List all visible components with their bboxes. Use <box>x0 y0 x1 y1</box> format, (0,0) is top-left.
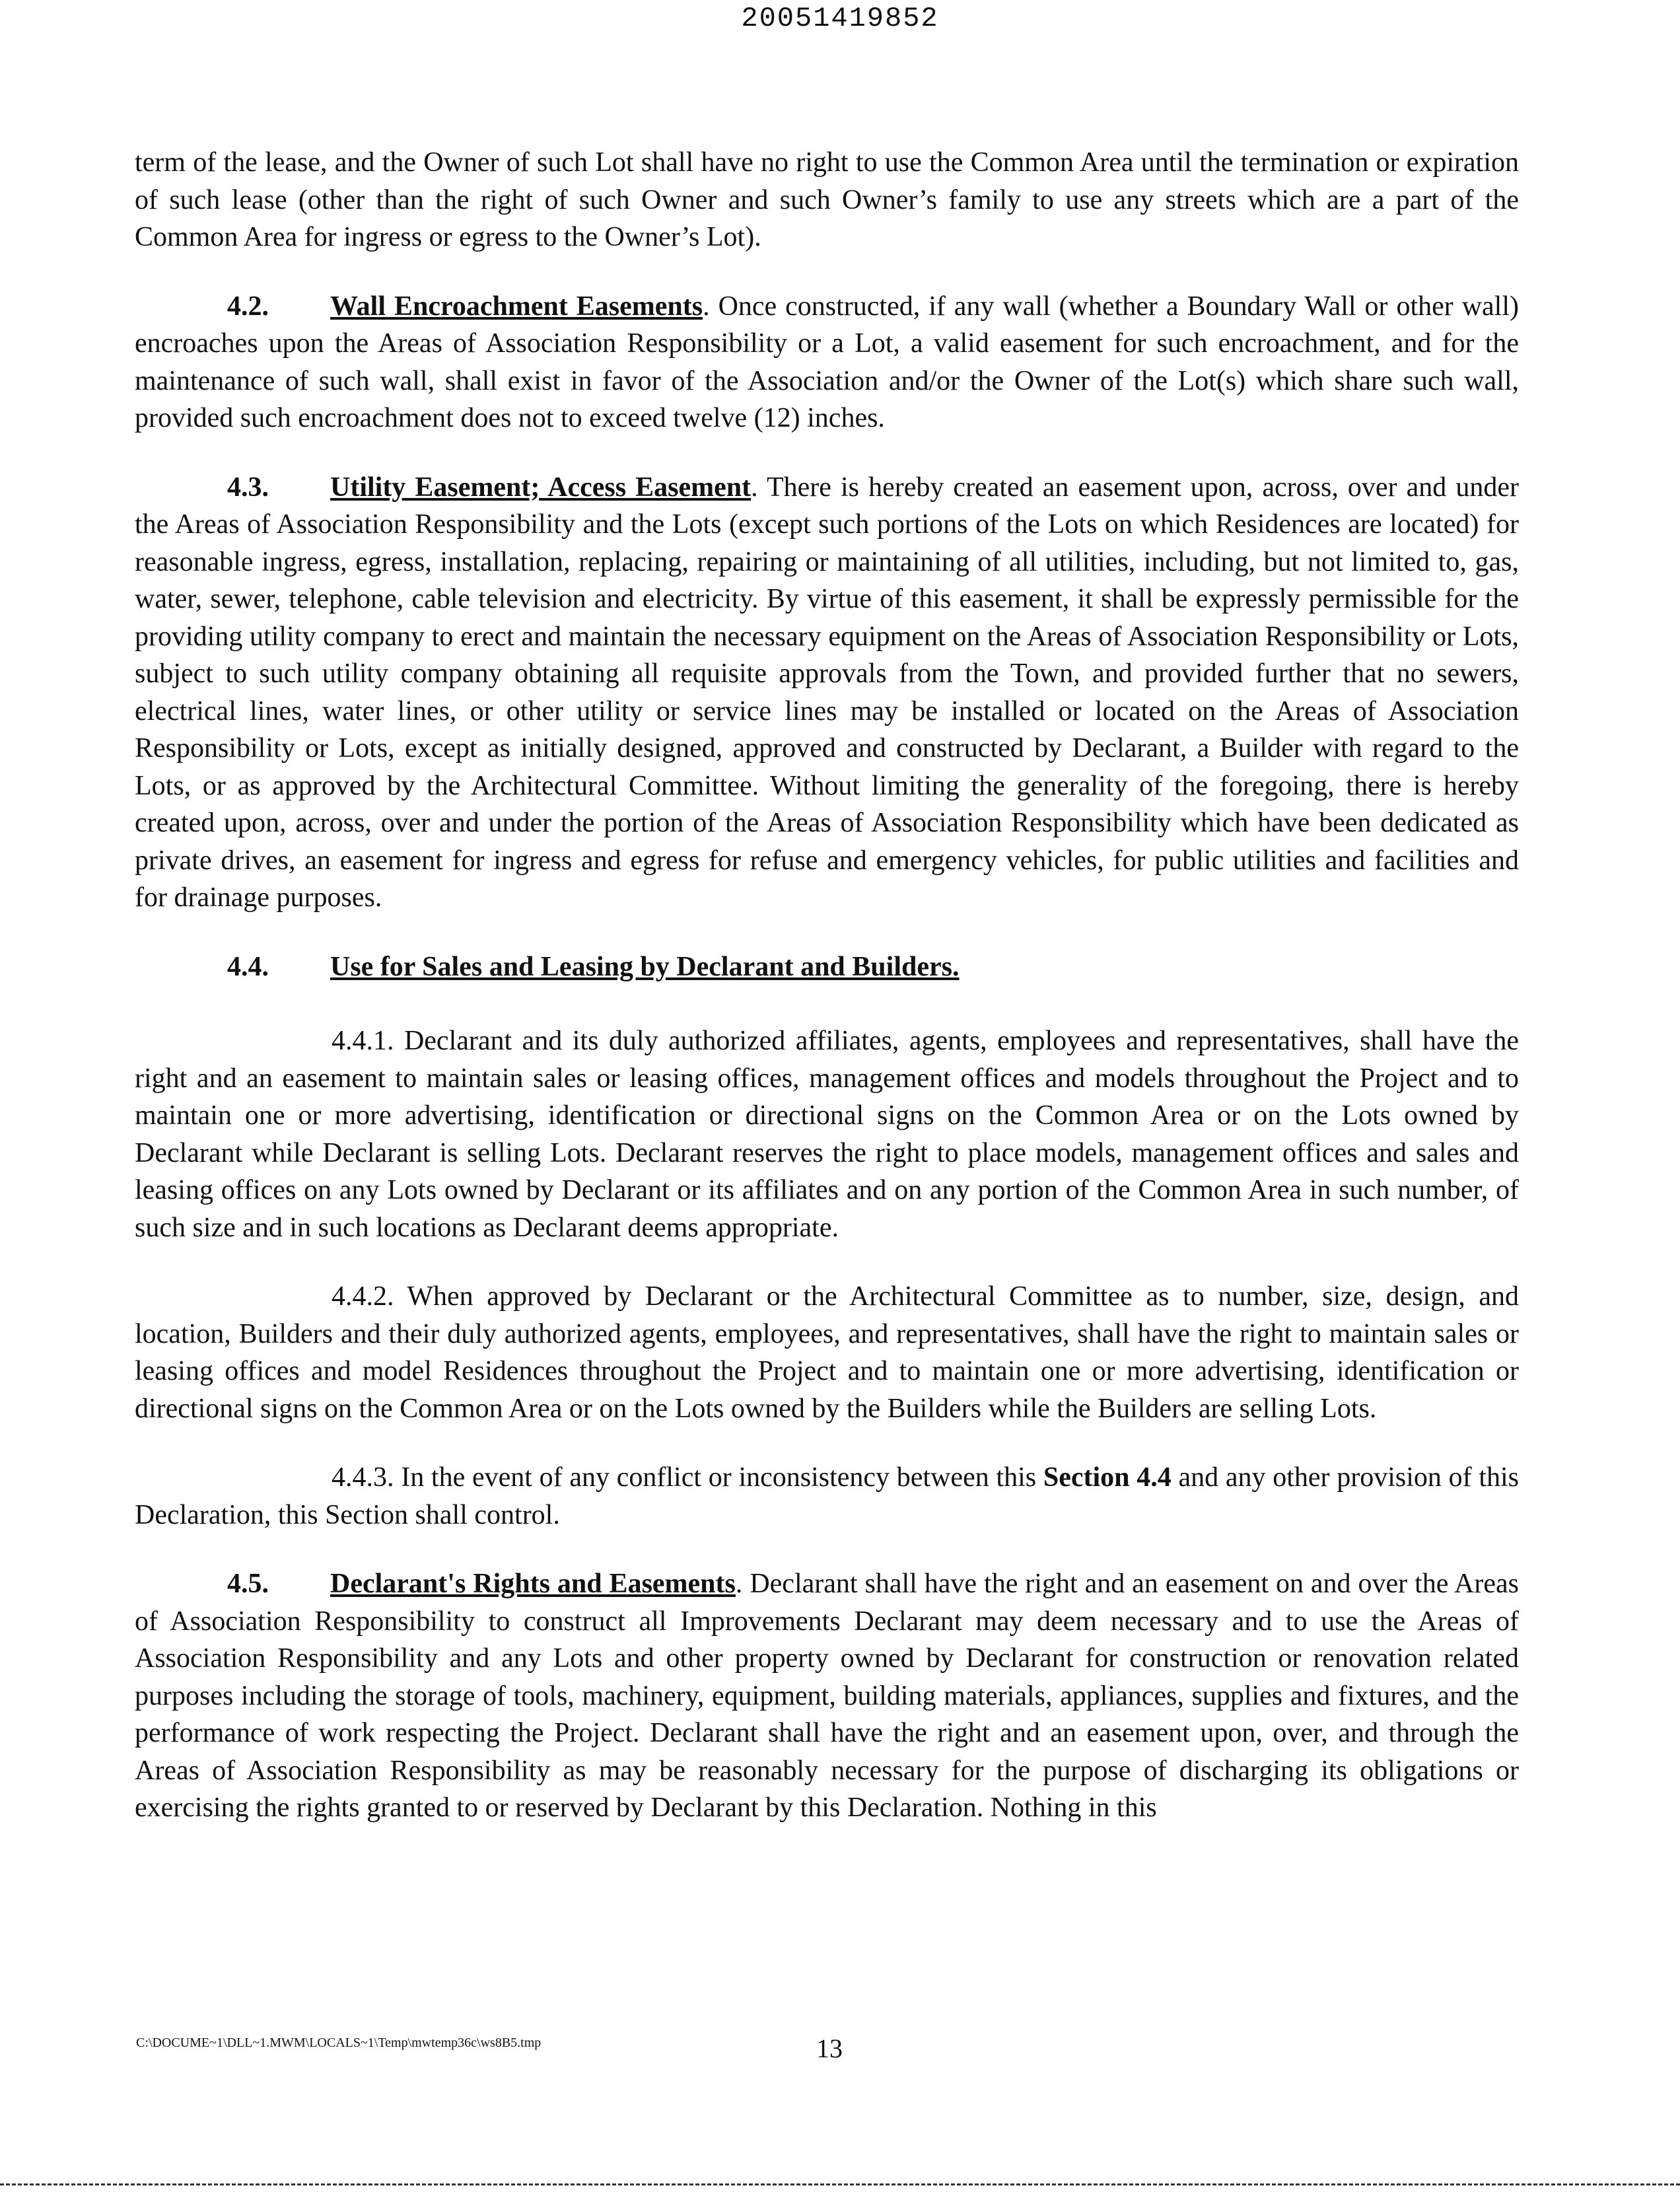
section-body: Declarant shall have the right and an easement on and over the Areas of Association Responsibility to construct all Improvements Declarant may deem necessary and to use the Areas of Association Responsibility and any Lots and other property owned by Declarant for construction or renovation related purposes including the storage of tools, machinery, equipment, building materials, appliances, supplies and fixtures, and the performance of work respecting the Project. Declarant shall have the right and an easement upon, over, and through the Areas of Association Responsibility as may be reasonably necessary for the purpose of discharging its obligations or exercising the rights granted to or reserved by Declarant by this Declaration. Nothing in this <box>135 1569 1519 1823</box>
page-bottom-divider <box>0 2183 1680 2185</box>
section-title: Utility Easement; Access Easement <box>330 472 752 503</box>
section-4-3 <box>135 469 1519 917</box>
section-number: 4.3. <box>227 472 269 503</box>
page-number: 13 <box>816 2034 843 2063</box>
subsection-4-4-2: 4.4.2. When approved by Declarant or the Architectural Committee as to number, size, design, and location, Builders and their duly authorized agents, employees, and representatives, shall have the right to maintain sales or leasing offices and model Residences throughout the Project and to maintain one or more advertising, identification or directional signs on the Common Area or on the Lots owned by the Builders while the Builders are selling Lots. <box>135 1281 1519 1424</box>
subsection-4-4-3 <box>135 1459 1519 1534</box>
document-id-header: 20051419852 <box>741 3 939 34</box>
section-title: Declarant's Rights and Easements <box>330 1569 736 1599</box>
paragraph-lease-continuation: term of the lease, and the Owner of such Lot shall have no right to use the Common Area until the termination or expiration of such lease (other than the right of such Owner and such Owner’s family to use any streets which are a part of the Common Area for ingress or egress to the Owner’s Lot). <box>135 147 1519 252</box>
section-number: 4.2. <box>227 291 269 322</box>
title-period: . <box>703 291 710 322</box>
title-period: . <box>751 472 758 503</box>
section-4-2 <box>135 288 1519 437</box>
section-title: Wall Encroachment Easements <box>330 291 703 322</box>
section-number: 4.4. <box>227 951 269 982</box>
document-body <box>135 144 1519 1859</box>
section-4-4-heading <box>135 948 1519 986</box>
footer-file-path: C:\DOCUME~1\DLL~1.MWM\LOCALS~1\Temp\mwtemp36c\ws8B5.tmp <box>136 2036 542 2050</box>
subsection-text: and any other provision of this Declaration, this Section shall control. <box>135 1462 1520 1530</box>
section-reference: Section 4.4 <box>1043 1462 1172 1493</box>
section-body: There is hereby created an easement upon, across, over and under the Areas of Association Responsibility and the Lots (except such portions of the Lots on which Residences are located) for reasonable ingress, egress, installation, replacing, repairing or maintaining of all utilities, including, but not limited to, gas, water, sewer, telephone, cable television and electricity. By virtue of this easement, it shall be expressly permissible for the providing utility company to erect and maintain the necessary equipment on the Areas of Association Responsibility or Lots, subject to such utility company obtaining all requisite approvals from the Town, and provided further that no sewers, electrical lines, water lines, or other utility or service lines may be installed or located on the Areas of Association Responsibility or Lots, except as initially designed, approved and constructed by Declarant, a Builder with regard to the Lots, or as approved by the Architectural Committee. Without limiting the generality of the foregoing, there is hereby created upon, across, over and under the portion of the Areas of Association Responsibility which have been dedicated as private drives, an easement for ingress and egress for refuse and emergency vehicles, for public utilities and facilities and for drainage purposes. <box>135 472 1520 913</box>
section-number: 4.5. <box>227 1569 269 1599</box>
subsection-text: 4.4.3. In the event of any conflict or inconsistency between this <box>332 1462 1043 1493</box>
section-body: Once constructed, if any wall (whether a Boundary Wall or other wall) encroaches upon the Areas of Association Responsibility or a Lot, a valid easement for such encroachment, and for the maintenance of such wall, shall exist in favor of the Association and/or the Owner of the Lot(s) which share such wall, provided such encroachment does not to exceed twelve (12) inches. <box>135 291 1519 433</box>
subsection-4-4-1: 4.4.1. Declarant and its duly authorized affiliates, agents, employees and representatives, shall have the right and an easement to maintain sales or leasing offices, management offices and models throughout the Project and to maintain one or more advertising, identification or directional signs on the Common Area or on the Lots owned by Declarant while Declarant is selling Lots. Declarant reserves the right to place models, management offices and sales and leasing offices on any Lots owned by Declarant or its affiliates and on any portion of the Common Area in such number, of such size and in such locations as Declarant deems appropriate. <box>135 1026 1519 1243</box>
title-period: . <box>735 1569 743 1599</box>
section-title: Use for Sales and Leasing by Declarant and Builders. <box>330 951 960 982</box>
section-4-5 <box>135 1565 1519 1827</box>
